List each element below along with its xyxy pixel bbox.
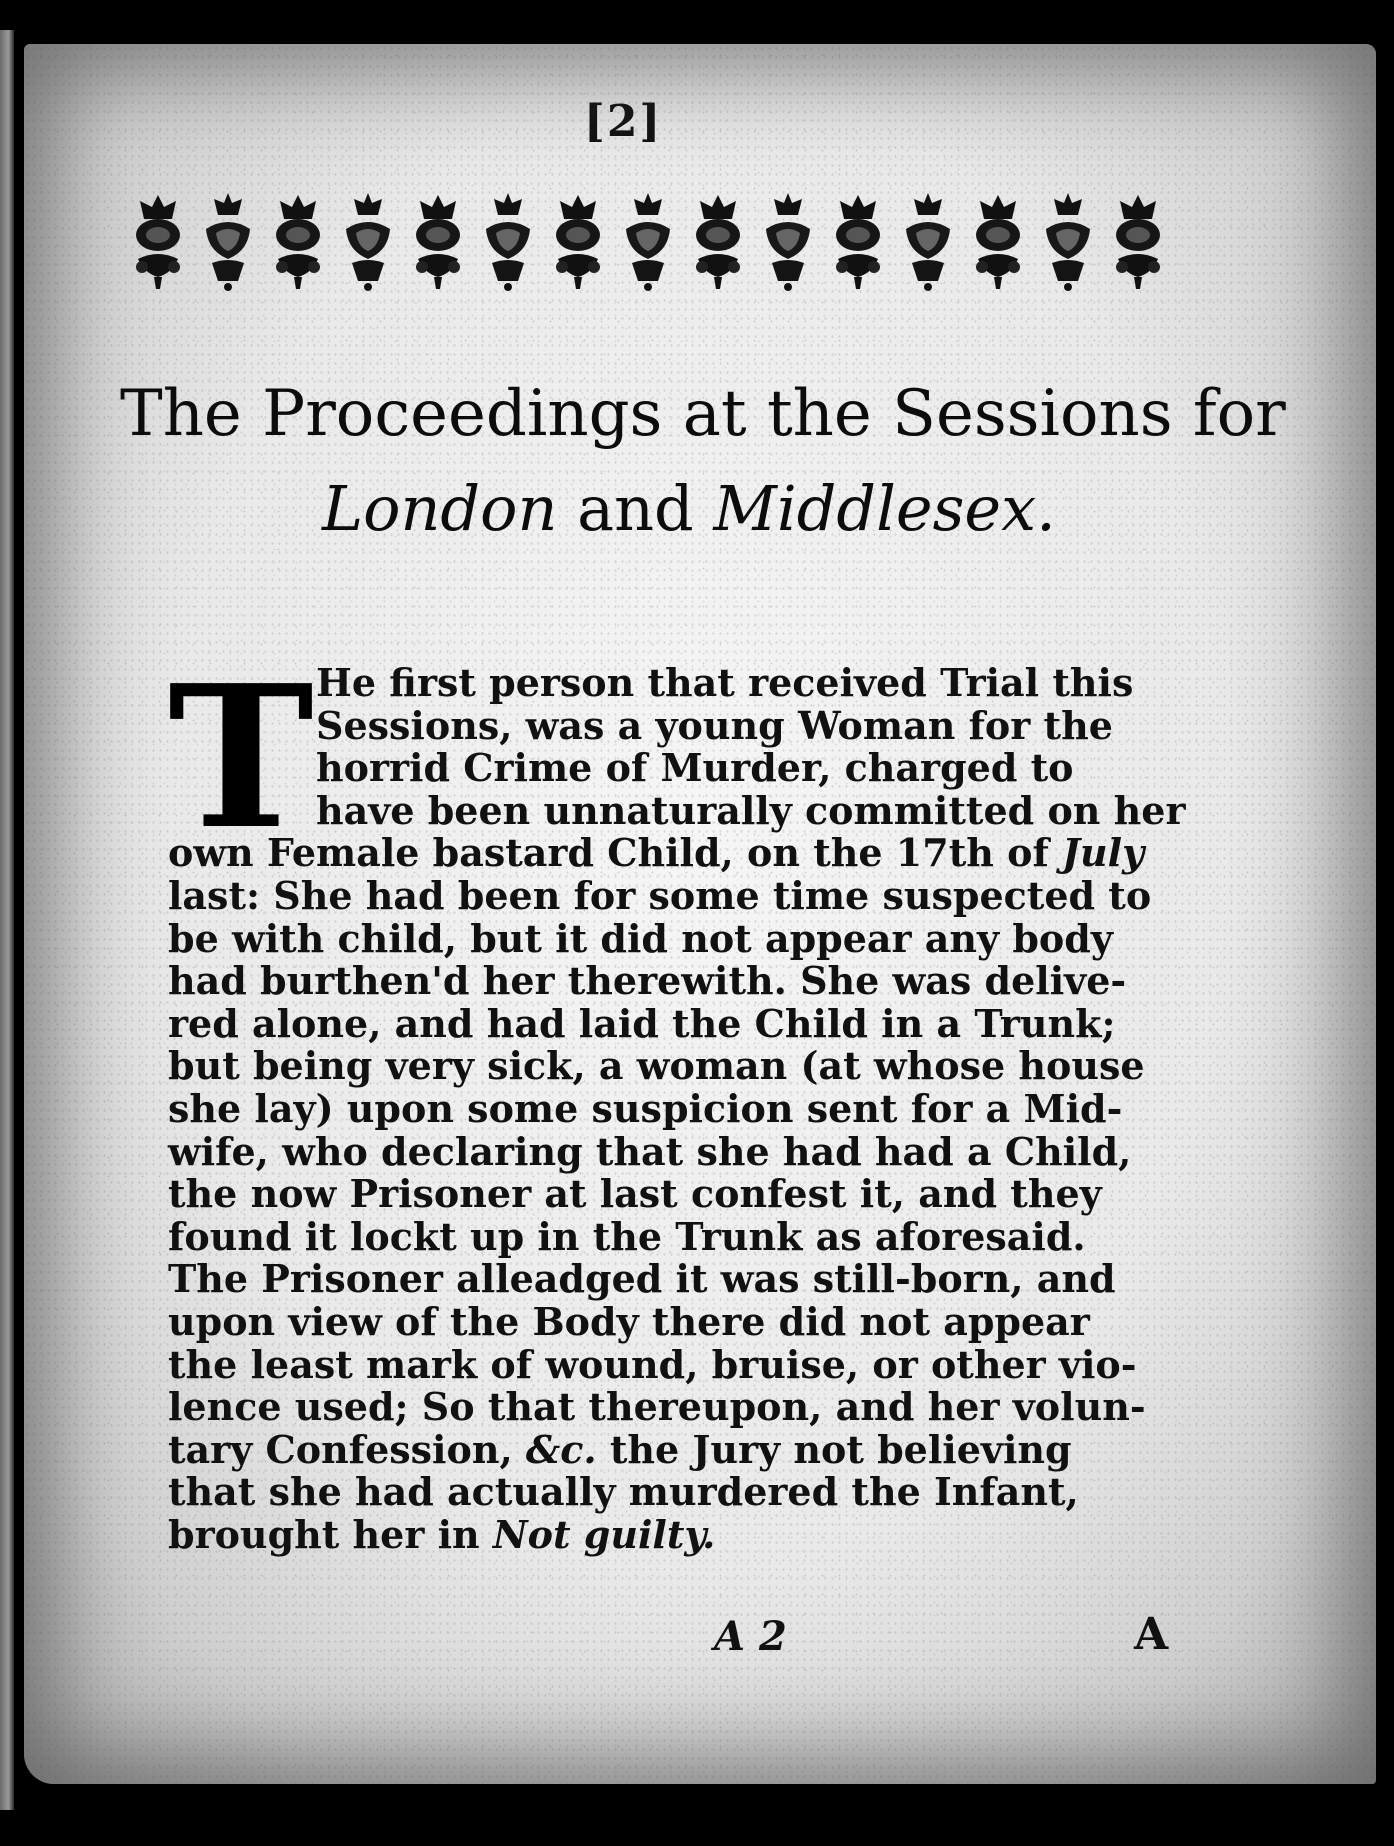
- italic-run: July: [1062, 830, 1145, 876]
- text-run: He first person that received Trial this: [316, 660, 1134, 705]
- italic-run: &c.: [525, 1426, 597, 1472]
- text-line: [168, 1128, 1132, 1174]
- italic-run: Not guilty.: [492, 1512, 716, 1557]
- ornament-band: [128, 186, 1168, 296]
- text-run: horrid Crime of Murder, charged to: [316, 745, 1074, 791]
- text-line: [168, 958, 1127, 1004]
- text-line: [168, 1426, 1072, 1472]
- fleuron-ornament-icon: [758, 189, 818, 293]
- drop-cap: T: [168, 643, 314, 873]
- fleuron-ornament-icon: [1108, 189, 1168, 293]
- fleuron-ornament-icon: [968, 189, 1028, 293]
- text-run: wife, who declaring that she had had a Child,: [168, 1128, 1132, 1174]
- fleuron-ornament-icon: [268, 189, 328, 293]
- catchword: A: [1134, 1609, 1169, 1660]
- document-page: [24, 44, 1376, 1784]
- text-line: [168, 915, 1113, 961]
- text-run: had burthen'd her therewith. She was delive-: [168, 958, 1127, 1004]
- text-run: Sessions, was a young Woman for the: [316, 702, 1113, 748]
- text-line: [168, 1256, 1116, 1302]
- text-line: [168, 1469, 1079, 1515]
- facing-page-edge: [0, 30, 14, 1810]
- fleuron-ornament-icon: [548, 189, 608, 293]
- fleuron-ornament-icon: [1038, 189, 1098, 293]
- signature-mark: A 2: [714, 1613, 787, 1660]
- text-line: [168, 1213, 1086, 1259]
- page-title-line2: [322, 472, 1056, 545]
- text-line: [168, 1384, 1146, 1430]
- text-run: be with child, but it did not appear any body: [168, 915, 1113, 961]
- text-run: tary Confession,: [168, 1426, 526, 1472]
- text-run: that she had actually murdered the Infant,: [168, 1469, 1079, 1515]
- title-conjunction: and: [557, 472, 714, 545]
- text-line: [316, 787, 1186, 833]
- text-line: [316, 745, 1074, 791]
- text-line: [168, 830, 1145, 876]
- text-run: she lay) upon some suspicion sent for a Mid-: [168, 1086, 1123, 1131]
- text-run: the Jury not believing: [596, 1426, 1072, 1472]
- text-line: [168, 1341, 1137, 1387]
- text-line: [168, 1086, 1123, 1131]
- text-line: [316, 702, 1113, 748]
- fleuron-ornament-icon: [478, 189, 538, 293]
- text-run: the least mark of wound, bruise, or other vio-: [168, 1341, 1137, 1387]
- fleuron-ornament-icon: [408, 189, 468, 293]
- text-run: found it lockt up in the Trunk as aforesaid.: [168, 1213, 1086, 1259]
- fleuron-ornament-icon: [198, 189, 258, 293]
- text-run: own Female bastard Child, on the 17th of: [168, 830, 1063, 876]
- text-run: brought her in: [168, 1512, 493, 1557]
- text-run: lence used; So that thereupon, and her volun-: [168, 1384, 1146, 1430]
- text-run: the now Prisoner at last confest it, and they: [168, 1171, 1102, 1217]
- text-line: [168, 873, 1152, 918]
- text-line: [168, 1043, 1145, 1089]
- page-title: The Proceedings at the Sessions for: [120, 377, 1286, 451]
- text-line: [168, 1299, 1090, 1344]
- text-run: but being very sick, a woman (at whose house: [168, 1043, 1145, 1089]
- text-run: last: She had been for some time suspected to: [168, 873, 1152, 918]
- page-number: [2]: [584, 96, 663, 147]
- title-place-london: London: [322, 472, 558, 545]
- fleuron-ornament-icon: [828, 189, 888, 293]
- title-place-middlesex: Middlesex.: [713, 472, 1056, 545]
- fleuron-ornament-icon: [618, 189, 678, 293]
- text-run: The Prisoner alleadged it was still-born, and: [168, 1256, 1116, 1302]
- fleuron-ornament-icon: [898, 189, 958, 293]
- text-line: [168, 1000, 1116, 1046]
- fleuron-ornament-icon: [688, 189, 748, 293]
- fleuron-ornament-icon: [338, 189, 398, 293]
- text-line: [168, 1512, 716, 1557]
- fleuron-ornament-icon: [128, 189, 188, 293]
- text-run: upon view of the Body there did not appear: [168, 1299, 1090, 1344]
- text-run: have been unnaturally committed on her: [316, 787, 1186, 833]
- text-line: [168, 1171, 1102, 1217]
- text-line: [316, 660, 1134, 705]
- text-run: red alone, and had laid the Child in a Trunk;: [168, 1000, 1116, 1046]
